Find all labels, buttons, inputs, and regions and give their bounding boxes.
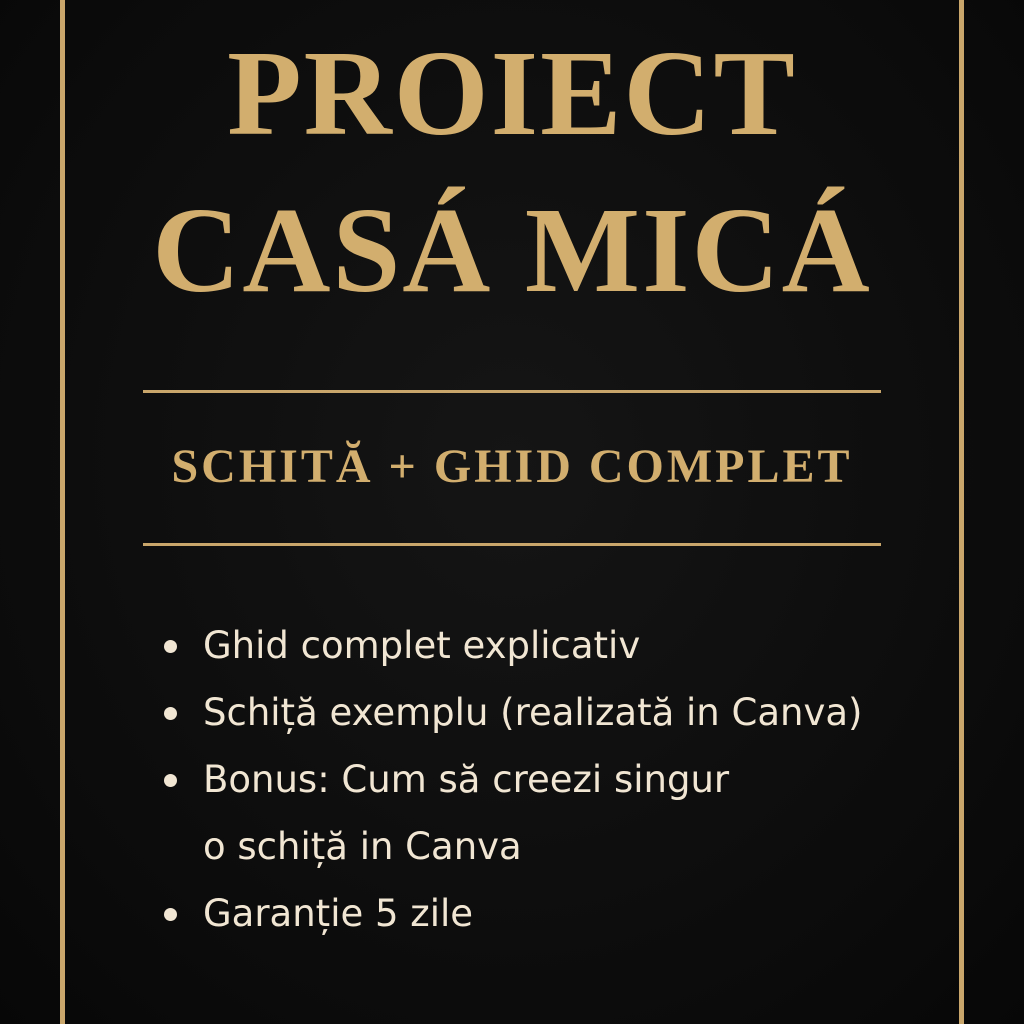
feature-list (158, 612, 948, 947)
bullet-icon (164, 774, 177, 787)
bullet-icon (164, 640, 177, 653)
divider-top (143, 390, 881, 393)
bullet-icon (164, 908, 177, 921)
feature-text: Garanție 5 zile (203, 892, 474, 935)
divider-bottom (143, 543, 881, 546)
feature-item (158, 880, 948, 947)
feature-item (158, 679, 948, 746)
feature-item (158, 746, 948, 880)
subtitle: SCHITĂ + GHID COMPLET (171, 440, 853, 493)
feature-text: Schiță exemplu (realizată in Canva) (203, 691, 863, 734)
bullet-icon (164, 707, 177, 720)
feature-text-continued: o schiță in Canva (203, 825, 522, 868)
feature-item (158, 612, 948, 679)
title-line-1: PROIECT (227, 26, 797, 161)
title-line-2: CASÁ MICÁ (152, 183, 872, 318)
feature-text: Ghid complet explicativ (203, 624, 641, 667)
feature-text: Bonus: Cum să creezi singur (203, 758, 730, 801)
